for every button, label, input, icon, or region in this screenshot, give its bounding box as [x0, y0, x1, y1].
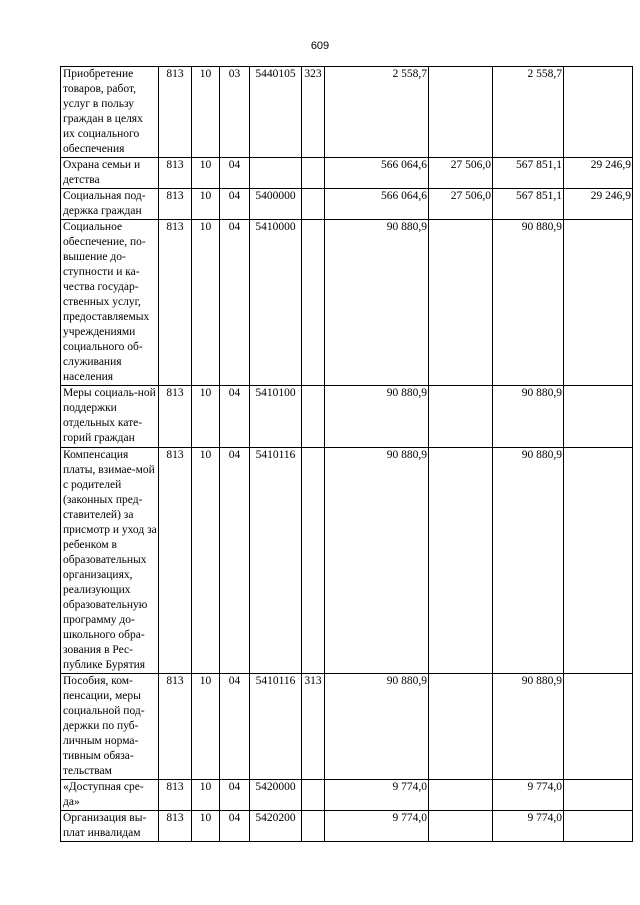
amount-total-2: 90 880,9 — [493, 448, 564, 674]
amount-total-1: 9 774,0 — [325, 780, 429, 811]
ministry-code: 813 — [159, 448, 192, 674]
row-name: Приобретение товаров, работ, услуг в пользу граждан в целях их социального обеспечения — [61, 67, 159, 158]
amount-federal-2 — [564, 448, 633, 674]
target-article-code — [250, 158, 302, 189]
section-code: 10 — [192, 189, 220, 220]
amount-total-2: 90 880,9 — [493, 674, 564, 780]
subsection-code: 04 — [220, 220, 250, 386]
amount-federal-1 — [429, 448, 493, 674]
amount-federal-2 — [564, 674, 633, 780]
amount-federal-2 — [564, 386, 633, 448]
page-number: 609 — [310, 40, 330, 52]
ministry-code: 813 — [159, 189, 192, 220]
target-article-code: 5420000 — [250, 780, 302, 811]
amount-total-2: 567 851,1 — [493, 158, 564, 189]
row-name: Компенсация платы, взимае-мой с родителей (законных пред-ставителей) за присмотр и уход за ребенком в образовательных организациях, реализующих образовательную программу до-школьного обра-зования в Рес-публике Бурятия — [61, 448, 159, 674]
amount-federal-1: 27 506,0 — [429, 189, 493, 220]
amount-total-1: 90 880,9 — [325, 448, 429, 674]
amount-federal-1 — [429, 674, 493, 780]
section-code: 10 — [192, 158, 220, 189]
amount-federal-1 — [429, 220, 493, 386]
expense-type-code — [302, 189, 325, 220]
amount-total-1: 566 064,6 — [325, 189, 429, 220]
target-article-code: 5410000 — [250, 220, 302, 386]
row-name: Социальное обеспечение, по-вышение до-ступности и ка-чества государ-ственных услуг, предоставляемых учреждениями социального об-служивания населения — [61, 220, 159, 386]
amount-total-1: 566 064,6 — [325, 158, 429, 189]
amount-total-2: 9 774,0 — [493, 780, 564, 811]
expense-type-code — [302, 158, 325, 189]
target-article-code: 5410116 — [250, 448, 302, 674]
amount-total-1: 9 774,0 — [325, 811, 429, 842]
expense-type-code — [302, 811, 325, 842]
expense-type-code: 313 — [302, 674, 325, 780]
budget-table — [60, 66, 633, 842]
amount-federal-2: 29 246,9 — [564, 158, 633, 189]
table-row — [61, 448, 633, 674]
amount-total-1: 90 880,9 — [325, 674, 429, 780]
amount-total-2: 90 880,9 — [493, 386, 564, 448]
table-row — [61, 386, 633, 448]
subsection-code: 03 — [220, 67, 250, 158]
table-row — [61, 158, 633, 189]
expense-type-code: 323 — [302, 67, 325, 158]
subsection-code: 04 — [220, 448, 250, 674]
amount-federal-1 — [429, 67, 493, 158]
amount-federal-1 — [429, 811, 493, 842]
subsection-code: 04 — [220, 158, 250, 189]
subsection-code: 04 — [220, 780, 250, 811]
table-row — [61, 220, 633, 386]
table-row — [61, 67, 633, 158]
amount-federal-1: 27 506,0 — [429, 158, 493, 189]
section-code: 10 — [192, 67, 220, 158]
table-row — [61, 189, 633, 220]
target-article-code: 5410116 — [250, 674, 302, 780]
subsection-code: 04 — [220, 386, 250, 448]
expense-type-code — [302, 220, 325, 386]
amount-federal-1 — [429, 780, 493, 811]
expense-type-code — [302, 386, 325, 448]
amount-federal-2 — [564, 811, 633, 842]
amount-total-2: 9 774,0 — [493, 811, 564, 842]
expense-type-code — [302, 780, 325, 811]
row-name: Организация вы-плат инвалидам — [61, 811, 159, 842]
target-article-code: 5400000 — [250, 189, 302, 220]
amount-federal-1 — [429, 386, 493, 448]
amount-total-1: 2 558,7 — [325, 67, 429, 158]
amount-total-2: 2 558,7 — [493, 67, 564, 158]
target-article-code: 5440105 — [250, 67, 302, 158]
ministry-code: 813 — [159, 386, 192, 448]
section-code: 10 — [192, 674, 220, 780]
table-row — [61, 780, 633, 811]
ministry-code: 813 — [159, 674, 192, 780]
target-article-code: 5420200 — [250, 811, 302, 842]
amount-total-1: 90 880,9 — [325, 220, 429, 386]
amount-total-2: 90 880,9 — [493, 220, 564, 386]
row-name: Охрана семьи и детства — [61, 158, 159, 189]
table-row — [61, 811, 633, 842]
ministry-code: 813 — [159, 158, 192, 189]
ministry-code: 813 — [159, 220, 192, 386]
ministry-code: 813 — [159, 780, 192, 811]
subsection-code: 04 — [220, 811, 250, 842]
row-name: Меры социаль-ной поддержки отдельных кате-горий граждан — [61, 386, 159, 448]
amount-federal-2 — [564, 67, 633, 158]
target-article-code: 5410100 — [250, 386, 302, 448]
section-code: 10 — [192, 780, 220, 811]
ministry-code: 813 — [159, 67, 192, 158]
ministry-code: 813 — [159, 811, 192, 842]
amount-federal-2 — [564, 220, 633, 386]
row-name: «Доступная сре-да» — [61, 780, 159, 811]
row-name: Социальная под-держка граждан — [61, 189, 159, 220]
section-code: 10 — [192, 386, 220, 448]
amount-federal-2 — [564, 780, 633, 811]
table-row — [61, 674, 633, 780]
subsection-code: 04 — [220, 674, 250, 780]
amount-total-2: 567 851,1 — [493, 189, 564, 220]
row-name: Пособия, ком-пенсации, меры социальной под-держки по пуб-личным норма-тивным обяза-тельствам — [61, 674, 159, 780]
subsection-code: 04 — [220, 189, 250, 220]
section-code: 10 — [192, 220, 220, 386]
expense-type-code — [302, 448, 325, 674]
amount-total-1: 90 880,9 — [325, 386, 429, 448]
amount-federal-2: 29 246,9 — [564, 189, 633, 220]
section-code: 10 — [192, 811, 220, 842]
section-code: 10 — [192, 448, 220, 674]
